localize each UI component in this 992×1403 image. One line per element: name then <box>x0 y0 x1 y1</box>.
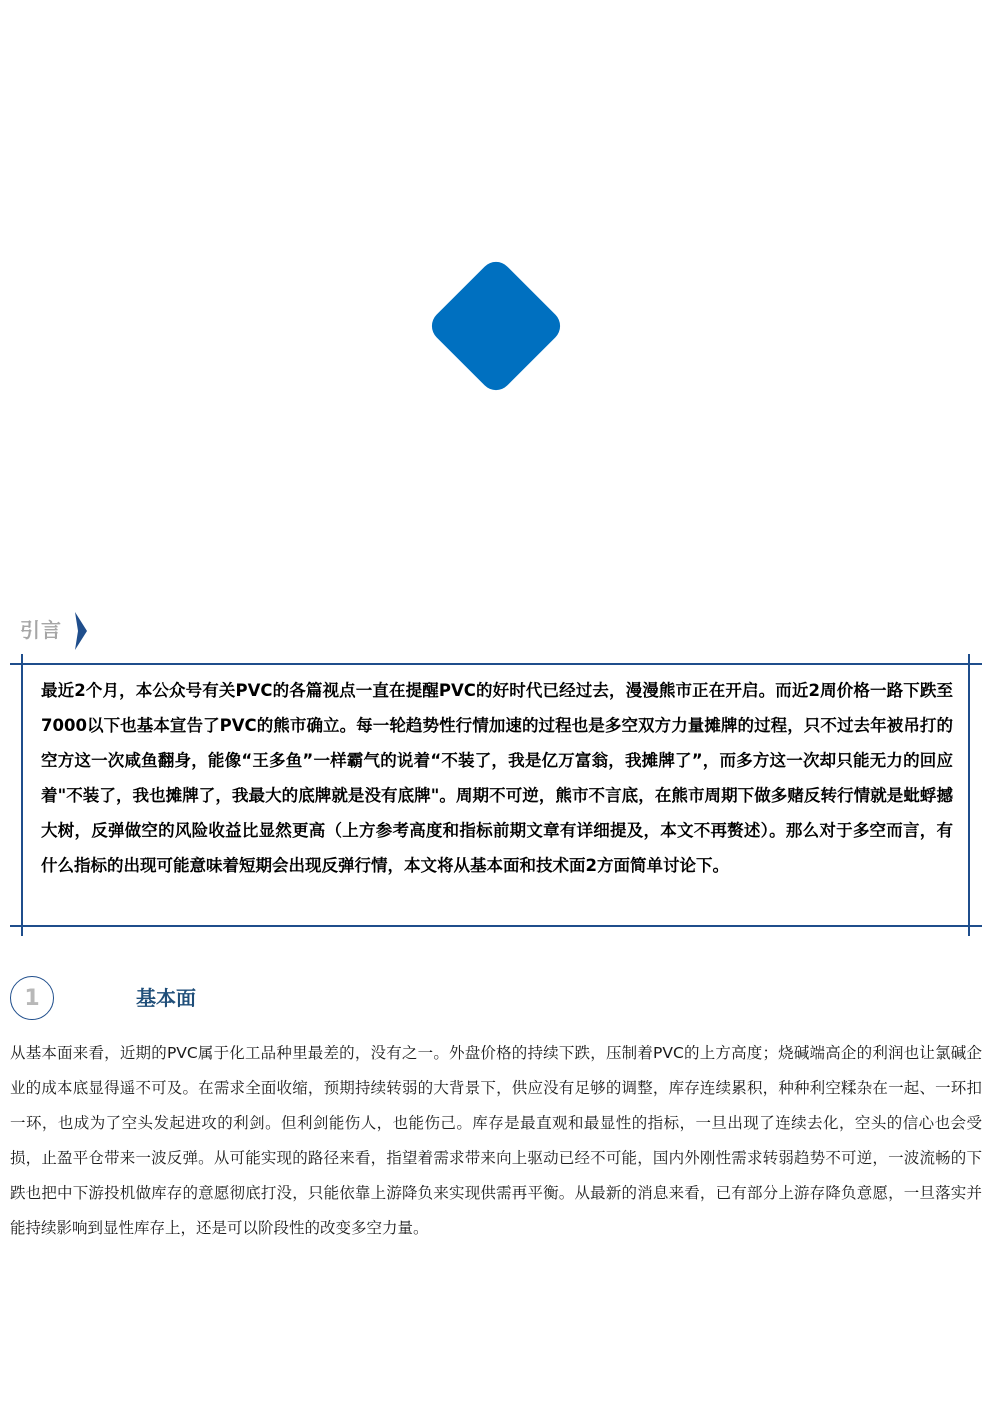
diamond-icon <box>425 255 566 396</box>
section-number-badge: 1 <box>10 976 54 1020</box>
intro-label: 引言 <box>20 618 62 642</box>
intro-frame-left <box>21 654 23 936</box>
intro-frame-right <box>968 654 970 936</box>
section-title: 基本面 <box>136 986 196 1010</box>
section-body-paragraph: 从基本面来看，近期的PVC属于化工品种里最差的，没有之一。外盘价格的持续下跌，压制着PVC的上方高度；烧碱端高企的利润也让氯碱企业的成本底显得遥不可及。在需求全面收缩，预期持续转弱的大背景下，供应没有足够的调整，库存连续累积，种种利空糅杂在一起、一环扣一环，也成为了空头发起进攻的利剑。但利剑能伤人，也能伤己。库存是最直观和最显性的指标，一旦出现了连续去化，空头的信心也会受损，止盈平仓带来一波反弹。从可能实现的路径来看，指望着需求带来向上驱动已经不可能，国内外刚性需求转弱趋势不可逆，一波流畅的下跌也把中下游投机做库存的意愿彻底打没，只能依靠上游降负来实现供需再平衡。从最新的消息来看，已有部分上游存降负意愿，一旦落实并能持续影响到显性库存上，还是可以阶段性的改变多空力量。 <box>10 1044 982 1237</box>
intro-frame-bottom <box>10 925 982 927</box>
intro-paragraph: 最近2个月，本公众号有关PVC的各篇视点一直在提醒PVC的好时代已经过去，漫漫熊市正在开启。而近2周价格一路下跌至7000以下也基本宣告了PVC的熊市确立。每一轮趋势性行情加速的过程也是多空双方力量摊牌的过程，只不过去年被吊打的空方这一次咸鱼翻身，能像“王多鱼”一样霸气的说着“不装了，我是亿万富翁，我摊牌了”，而多方这一次却只能无力的回应着"不装了，我也摊牌了，我最大的底牌就是没有底牌"。周期不可逆，熊市不言底，在熊市周期下做多赌反转行情就是蚍蜉撼大树，反弹做空的风险收益比显然更高（上方参考高度和指标前期文章有详细提及，本文不再赘述）。那么对于多空而言，有什么指标的出现可能意味着短期会出现反弹行情，本文将从基本面和技术面2方面简单讨论下。 <box>41 681 953 875</box>
triangle-right-icon <box>75 612 87 650</box>
intro-frame-top <box>10 663 982 665</box>
